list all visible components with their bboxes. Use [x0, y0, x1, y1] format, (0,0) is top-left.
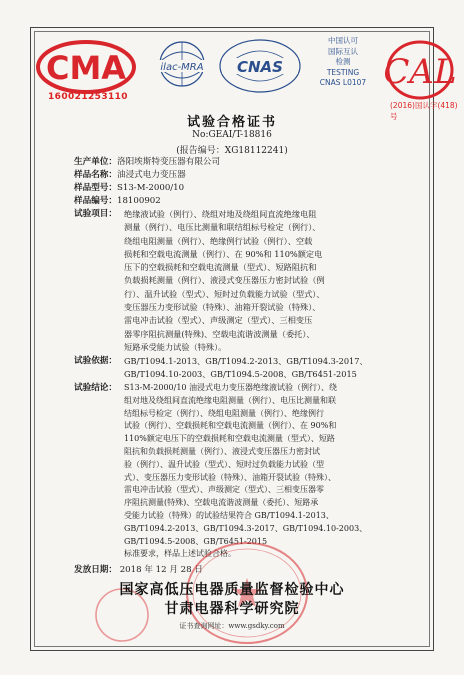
text-line: 标准要求，样品上述试验合格。	[124, 549, 236, 559]
field-value: 18100902	[116, 196, 161, 206]
text-line: 阻抗和负载损耗测量（例行）、液浸式变压器压力密封试	[124, 446, 320, 456]
ilac-mra-logo-icon	[150, 38, 214, 94]
field-value: 油浸式电力变压器	[116, 170, 186, 180]
cnas-text-line: 检测	[335, 57, 351, 66]
cnas-text-line: 国际互认	[328, 46, 358, 56]
text-line: 结组标号检定（例行）、绕组电阻测量（例行）、绝缘例行	[124, 408, 324, 418]
text-line: 110%额定电压下的空载损耗和空载电流测量（型式）、短路	[124, 434, 335, 444]
report-number: No:GEAI/T-18816	[192, 130, 272, 140]
report-no-prefix: (报告编号：	[176, 146, 225, 156]
cnas-text-line: TESTING	[326, 67, 360, 77]
field-sample-name	[74, 169, 186, 182]
cnas-text-line: CNAS L0107	[319, 78, 367, 87]
field-label: 样品名称：	[74, 170, 117, 180]
text-line: GB/T1094.1-2013、GB/T1094.2-2013、GB/T1094.3-2017、	[124, 356, 368, 366]
cnas-mutual-recognition-text	[310, 36, 376, 89]
text-line: 变压器压力变形试验（特殊）、油箱开裂试验（特殊）、	[124, 302, 321, 313]
text-line: 组对地及绕组间直流绝缘电阻测量（例行）、电压比测量和联	[124, 395, 336, 405]
text-line: S13-M-2000/10 油浸式电力变压器绝缘液试验（例行）、绕	[124, 383, 338, 392]
text-line: 测量（例行）、电压比测量和联结组标号检定（例行）、	[124, 222, 321, 233]
cma-code: 160021253110	[48, 92, 128, 102]
text-line: 验（例行）、温升试验（型式）、短时过负载能力试验（型	[124, 459, 324, 469]
conclusion-text	[124, 382, 367, 561]
text-line: 绕组电阻测量（例行）、绝缘例行试验（例行）、空载	[124, 235, 313, 246]
text-line: 式）、变压器压力变形试验（特殊）、油箱开裂试验（特殊）、	[124, 472, 336, 482]
page-title: 试验合格证书	[186, 115, 277, 130]
query-website: 证书查询网址：www.gsdky.com	[179, 622, 285, 630]
text-line: 雷电冲击试验（型式）、声级测定（型式）、三相变压	[124, 315, 313, 326]
text-line: 受能力试验（特殊）的试验结果符合 GB/T1094.1-2013、	[124, 510, 334, 520]
text-line: 序阻抗测量(特殊)、空载电流谐波测量（委托）、短路承	[124, 498, 319, 508]
cal-logo-icon	[380, 38, 460, 108]
field-value: 洛阳埃斯特变压器有限公司	[116, 157, 221, 167]
cnas-text-line: 中国认可	[328, 36, 358, 45]
field-label: 发放日期：	[74, 565, 117, 575]
text-line: GB/T1094.10-2003、GB/T1094.5-2008、GB/T6451-2015	[124, 369, 357, 380]
text-line: GB/T1094.5-2008、GB/T6451-2015	[124, 536, 268, 546]
text-line: 绝缘液试验（例行）、绕组对地及绕组间直流绝缘电阻	[124, 209, 317, 219]
cert-no-value: XG18112241)	[224, 146, 288, 156]
issue-date-row	[74, 563, 203, 575]
svg-text:CAL: CAL	[383, 52, 457, 92]
field-test-items-label	[74, 208, 117, 221]
text-line: GB/T1094.2-2013、GB/T1094.3-2017、GB/T1094.10-2003、	[124, 523, 368, 533]
field-value: S13-M-2000/10	[116, 183, 185, 193]
svg-text:ilac-MRA: ilac-MRA	[160, 62, 204, 73]
field-sample-model	[74, 182, 184, 195]
text-line: 负载损耗测量（例行）、液浸式变压器压力密封试验（例	[124, 275, 325, 286]
basis-text	[124, 355, 368, 382]
field-label: 生产单位：	[74, 157, 117, 167]
field-manufacturer	[74, 156, 220, 169]
cnas-logo-icon	[218, 36, 302, 96]
issuing-institute-name: 甘肃电器科学研究院	[164, 601, 300, 617]
field-label: 样品编号：	[74, 196, 117, 206]
text-line: 压下的空载损耗和空载电流测量（型式）、短路阻抗和	[124, 262, 317, 273]
text-line: 器零序阻抗测量(特殊)、空载电流谐波测量（委托）、	[124, 328, 315, 339]
issuing-center-name: 国家高低压电器质量监督检验中心	[119, 582, 345, 598]
svg-text:CNAS: CNAS	[237, 58, 283, 76]
text-line: 试验（例行）、空载损耗和空载电流测量（例行）、在 90%和	[124, 421, 337, 431]
text-line: 损耗和空载电流测量（例行）、在 90%和 110%额定电	[124, 248, 323, 259]
text-line: 行）、温升试验（型式）、短时过负载能力试验（型式）、	[124, 288, 325, 299]
text-line: 雷电冲击试验（型式）、声级测定（型式）、三相变压器零	[124, 485, 324, 495]
text-line: 短路承受能力试验（特殊）。	[124, 341, 227, 352]
certificate-number	[0, 143, 464, 156]
test-items-text	[124, 208, 325, 354]
field-label: 试验项目：	[74, 209, 117, 219]
cal-code: (2016)国认字(418)号	[390, 101, 458, 121]
field-label: 样品型号：	[74, 183, 117, 193]
cma-logo-icon	[34, 38, 138, 96]
field-label: 试验依据：	[74, 356, 117, 366]
issue-date: 2018 年 12 月 28 日	[119, 565, 203, 575]
field-basis-label	[74, 355, 117, 368]
field-label: 试验结论：	[74, 383, 117, 393]
field-conclusion-label	[74, 382, 117, 395]
svg-text:CMA: CMA	[45, 49, 127, 87]
field-sample-number	[74, 195, 161, 208]
